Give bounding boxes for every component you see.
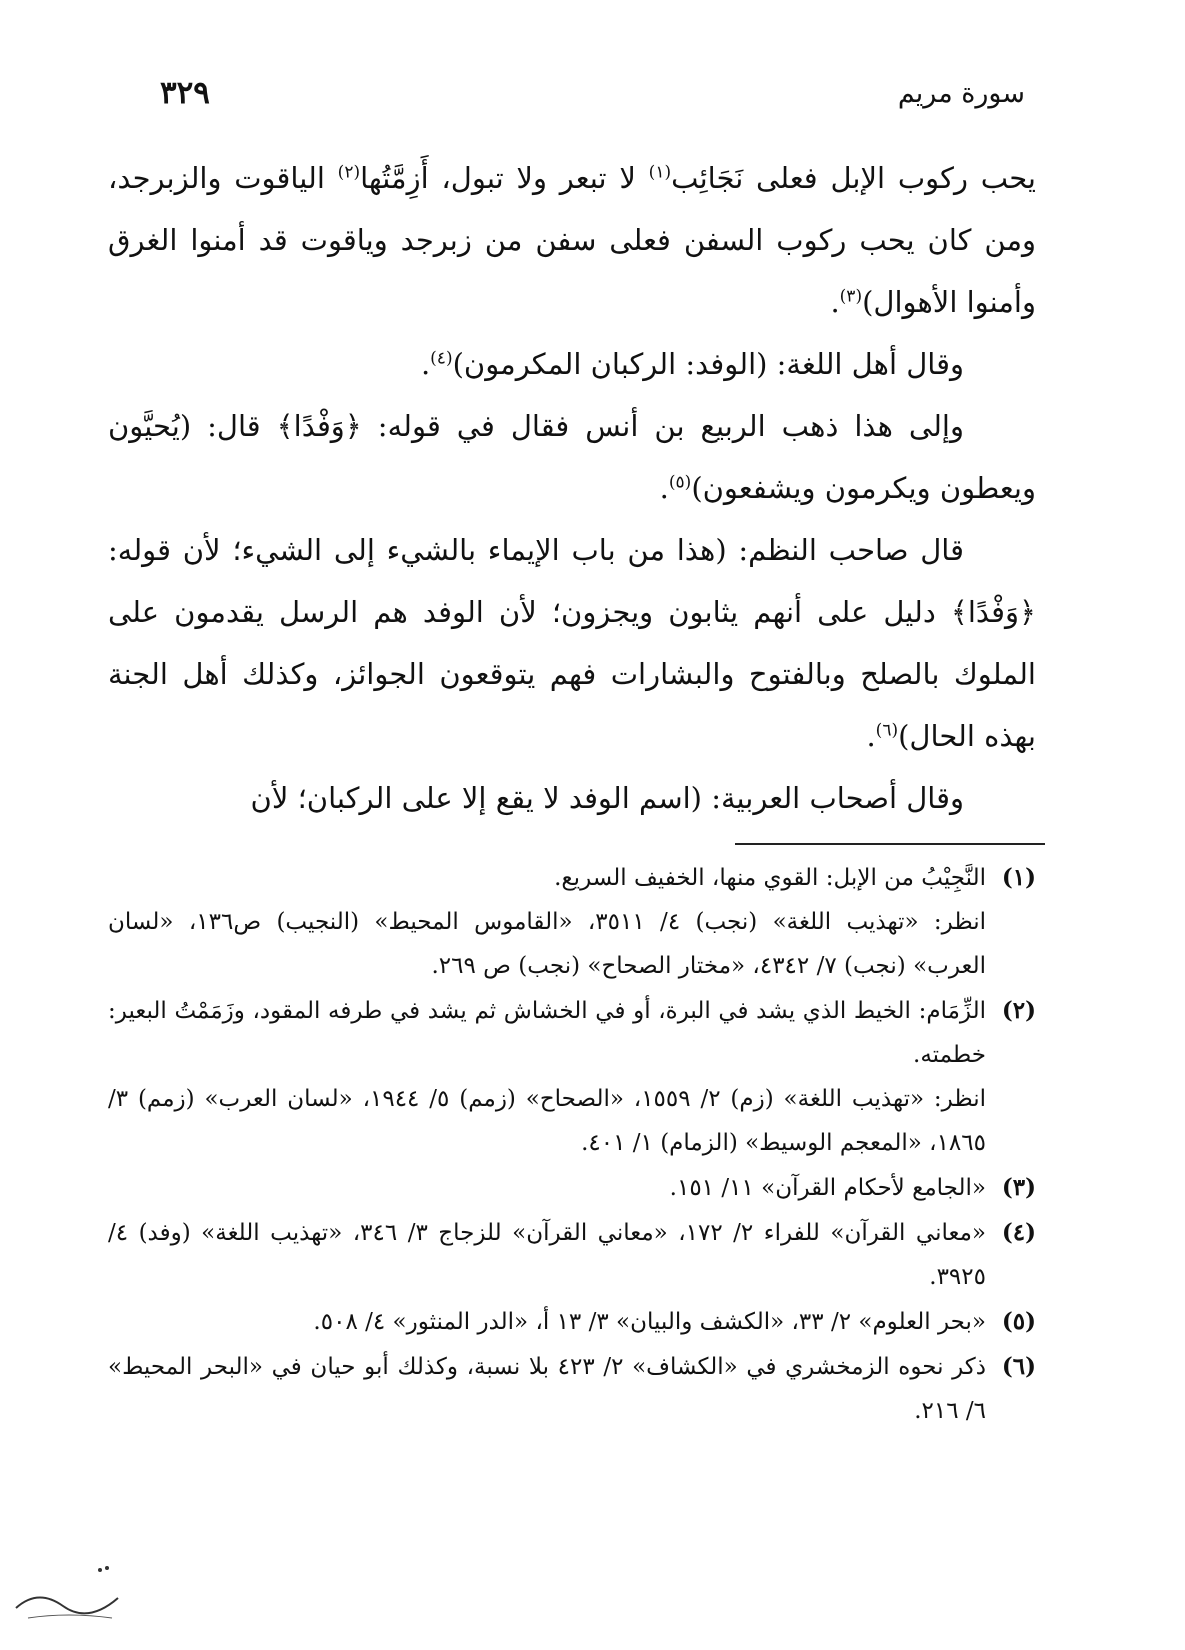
surah-title: سورة مريم (897, 77, 1025, 109)
footnote-number: (٥) (1001, 1308, 1036, 1335)
footnote-ref-4: (٤) (430, 348, 453, 369)
text-span: . (659, 471, 669, 505)
footnote-2 (108, 989, 1036, 1165)
text-span: لا تبعر ولا تبول، أَزِمَّتُها (360, 161, 649, 195)
footnote-ref-2: (٢) (337, 162, 361, 183)
text-span: . (830, 285, 840, 319)
footnote-separator (735, 843, 1045, 845)
footnote-line: انظر: «تهذيب اللغة» (نجب) ٤/ ٣٥١١، «القاموس المحيط» (النجيب) ص١٣٦، «لسان العرب» (نجب) ٧/ ٤٣٤٢، «مختار الصحاح» (نجب) ص ٢٦٩. (108, 909, 987, 979)
footnote-number: (٣) (1001, 1174, 1036, 1201)
paragraph-1 (108, 147, 1036, 333)
text-span: الياقوت والزبرجد، ومن كان يحب ركوب السفن فعلى سفن من زبرجد وياقوت قد أمنوا الغرق وأمنوا الأهوال) (108, 161, 1036, 319)
paragraph-4 (108, 519, 1036, 767)
footnote-body (108, 1300, 986, 1344)
footnote-body (108, 1211, 986, 1299)
footnote-ref-3: (٣) (839, 286, 863, 307)
footnote-line: انظر: «تهذيب اللغة» (زم) ٢/ ١٥٥٩، «الصحاح» (زمم) ٥/ ١٩٤٤، «لسان العرب» (زمم) ٣/ ١٨٦٥، «المعجم الوسيط» (الزمام) ١/ ٤٠١. (108, 1086, 986, 1156)
calligraphy-icon (8, 1548, 128, 1628)
text-span: وقال أهل اللغة: (الوفد: الركبان المكرمون) (452, 347, 964, 381)
text-span: . (866, 719, 876, 753)
footnote-3 (108, 1166, 1036, 1210)
page-number: ٣٢٩ (160, 75, 210, 111)
text-span: وإلى هذا ذهب الربيع بن أنس فقال في قوله: ﴿وَفْدًا﴾ قال: (يُحيَّون ويعطون ويكرمون ويشفعون) (108, 409, 1036, 505)
footnote-1 (108, 856, 1036, 988)
footnote-6 (108, 1345, 1036, 1433)
footnote-5 (108, 1300, 1036, 1344)
footnote-body (108, 1166, 986, 1210)
footnote-number: (٢) (1001, 997, 1036, 1024)
footnote-4 (108, 1211, 1036, 1299)
footnote-body (108, 856, 986, 988)
footnote-number: (٤) (1001, 1219, 1036, 1246)
footnotes (108, 856, 1036, 1434)
footnote-ref-6: (٦) (875, 720, 899, 741)
footnote-number: (٦) (1001, 1353, 1036, 1380)
footnote-body (108, 1345, 986, 1433)
text-span: قال صاحب النظم: (هذا من باب الإيماء بالشيء إلى الشيء؛ لأن قوله: ﴿وَفْدًا﴾ دليل على أنهم يثابون ويجزون؛ لأن الوفد هم الرسل يقدمون على الملوك بالصلح وبالفتوح والبشارات فهم يتوقعون الجوائز، وكذلك أهل الجنة بهذه الحال) (108, 533, 1036, 753)
paragraph-2 (108, 333, 1036, 395)
footnote-line: «الجامع لأحكام القرآن» ١١/ ١٥١. (669, 1175, 986, 1201)
watermark-logo (8, 1548, 128, 1628)
footnote-ref-5: (٥) (668, 472, 692, 493)
text-span: . (420, 347, 431, 381)
main-text (108, 147, 1036, 829)
text-span: يحب ركوب الإبل فعلى نَجَائِب (671, 161, 1036, 195)
page-header (160, 68, 1025, 118)
footnote-line: «معاني القرآن» للفراء ٢/ ١٧٢، «معاني القرآن» للزجاج ٣/ ٣٤٦، «تهذيب اللغة» (وفد) ٤/ ٣٩٢٥. (108, 1220, 986, 1290)
footnote-ref-1: (١) (648, 162, 672, 183)
paragraph-5: وقال أصحاب العربية: (اسم الوفد لا يقع إلا على الركبان؛ لأن (250, 781, 964, 815)
paragraph-3 (108, 395, 1036, 519)
footnote-line: «بحر العلوم» ٢/ ٣٣، «الكشف والبيان» ٣/ ١٣ أ، «الدر المنثور» ٤/ ٥٠٨. (313, 1309, 986, 1335)
footnote-body (108, 989, 986, 1165)
footnote-line: الزِّمَام: الخيط الذي يشد في البرة، أو في الخشاش ثم يشد في طرفه المقود، وزَمَمْتُ البعير: خطمته. (108, 998, 986, 1068)
footnote-line: النَّجِيْبُ من الإبل: القوي منها، الخفيف السريع. (554, 865, 986, 891)
footnote-number: (١) (1001, 864, 1036, 891)
footnote-line: ذكر نحوه الزمخشري في «الكشاف» ٢/ ٤٢٣ بلا نسبة، وكذلك أبو حيان في «البحر المحيط» ٦/ ٢١٦. (108, 1354, 986, 1424)
